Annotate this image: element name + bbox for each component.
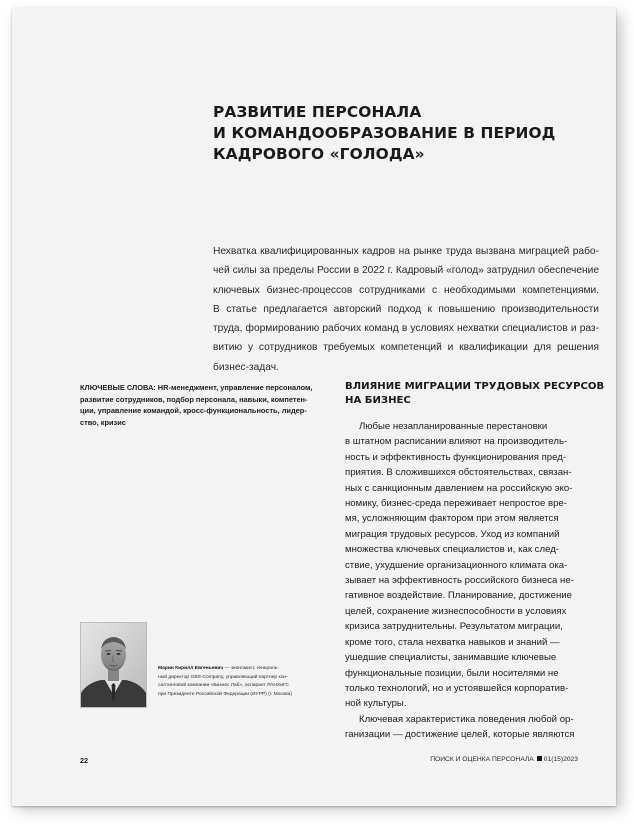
section-heading: [345, 380, 615, 408]
bio-line: салтинговой компании «Бизнес Лаб», аспирант РАНХиГС: [158, 683, 289, 689]
author-bio: [158, 665, 336, 699]
body-line: мя, усложняющим фактором при этом является: [345, 513, 559, 525]
body-line: зывает на эффективность российского бизнеса не-: [345, 575, 574, 587]
page-number: 22: [80, 756, 88, 765]
title-line: И КОМАНДООБРАЗОВАНИЕ В ПЕРИОД: [213, 124, 556, 142]
bio-line: ный директор GBS-Company, управляющий партнер кон-: [158, 674, 288, 680]
abstract-line: бизнес-задач.: [213, 361, 279, 373]
body-line: приятия. В сложившихся обстоятельствах, связан-: [345, 467, 572, 479]
keywords-line: развитие сотрудников, подбор персонала, навыки, компетен-: [80, 394, 308, 404]
article-title: [213, 102, 593, 165]
body-line: Ключевая характеристика поведения любой ор-: [359, 713, 574, 725]
title-line: РАЗВИТИЕ ПЕРСОНАЛА: [213, 103, 422, 121]
body-line: кризиса затруднительны. Результатом миграции,: [345, 621, 563, 633]
author-photo: [80, 622, 147, 708]
body-line: миграция трудовых ресурсов. Уход из компаний: [345, 528, 560, 540]
body-line: функциональные позиции, были носителями не: [345, 667, 559, 679]
body-line: ганизации — достижение целей, которые являются: [345, 729, 575, 741]
body-line: множества ключевых специалистов и, как след-: [345, 544, 559, 556]
body-line: только технологий, но и устоявшейся корпоратив-: [345, 682, 569, 694]
magazine-page: [12, 8, 616, 806]
running-footer: [430, 756, 578, 763]
issue-number: 01(15)2023: [543, 756, 578, 763]
body-line: ствие, ухудшение организационного климата ока-: [345, 559, 568, 571]
abstract-line: витию у сотрудников требуемых компетенций и квалификации для решения: [213, 342, 599, 354]
body-line: гативное воздействие. Планирование, достижение: [345, 590, 572, 602]
body-line: ушедшие специалисты, занимавшие ключевые: [345, 652, 557, 664]
title-line: КАДРОВОГО «ГОЛОДА»: [213, 145, 425, 163]
journal-name: ПОИСК И ОЦЕНКА ПЕРСОНАЛА: [430, 756, 534, 763]
article-abstract: [213, 242, 599, 377]
bio-line: при Президенте Российской Федерации (ИУРР) (г. Москва): [158, 691, 292, 697]
section-heading-line: ВЛИЯНИЕ МИГРАЦИИ ТРУДОВЫХ РЕСУРСОВ: [345, 381, 605, 392]
author-name: Марин Кирилл Евгеньевич: [158, 666, 224, 671]
body-line: целей, сохранение жизнеспособности в условиях: [345, 605, 567, 617]
body-line: ность и эффективность функционирования пред-: [345, 451, 567, 463]
abstract-line: ключевых бизнес-процессов сотрудниками с необходимыми компетенциями.: [213, 284, 599, 296]
keywords-line: ции, управление командой, кросс-функциональность, лидер-: [80, 406, 307, 416]
body-line: кроме того, стала нехватка навыков и знаний —: [345, 636, 560, 648]
abstract-line: труда, формированию рабочих команд в условиях нехватки специалистов и раз-: [213, 323, 599, 335]
body-line: в штатном расписании влияют на производитель-: [345, 436, 568, 448]
abstract-line: В статье предлагается авторский подход к повышению производительности: [213, 303, 599, 315]
body-line: номику, бизнес-среда переживает непростое вре-: [345, 498, 567, 510]
abstract-line: чей силы за пределы России в 2022 г. Кадровый «голод» затруднил обеспечение: [213, 265, 599, 277]
keywords-line: ство, кризис: [80, 417, 126, 427]
author-portrait: [81, 623, 146, 707]
bio-text: — экономист, генераль-: [223, 666, 279, 671]
section-body: [345, 419, 585, 743]
body-line: ных с санкционным давлением на российскую эко-: [345, 482, 573, 494]
bio-line: [158, 665, 336, 674]
body-line: ной культуры.: [345, 698, 407, 710]
keywords-line: КЛЮЧЕВЫЕ СЛОВА: HR-менеджмент, управление персоналом,: [80, 383, 313, 392]
keywords-block: [80, 382, 330, 428]
body-line: Любые незапланированные перестановки: [359, 421, 548, 432]
square-bullet-icon: [537, 756, 542, 761]
section-heading-line: НА БИЗНЕС: [345, 394, 411, 406]
abstract-line: Нехватка квалифицированных кадров на рынке труда вызвана миграцией рабо-: [213, 246, 599, 257]
